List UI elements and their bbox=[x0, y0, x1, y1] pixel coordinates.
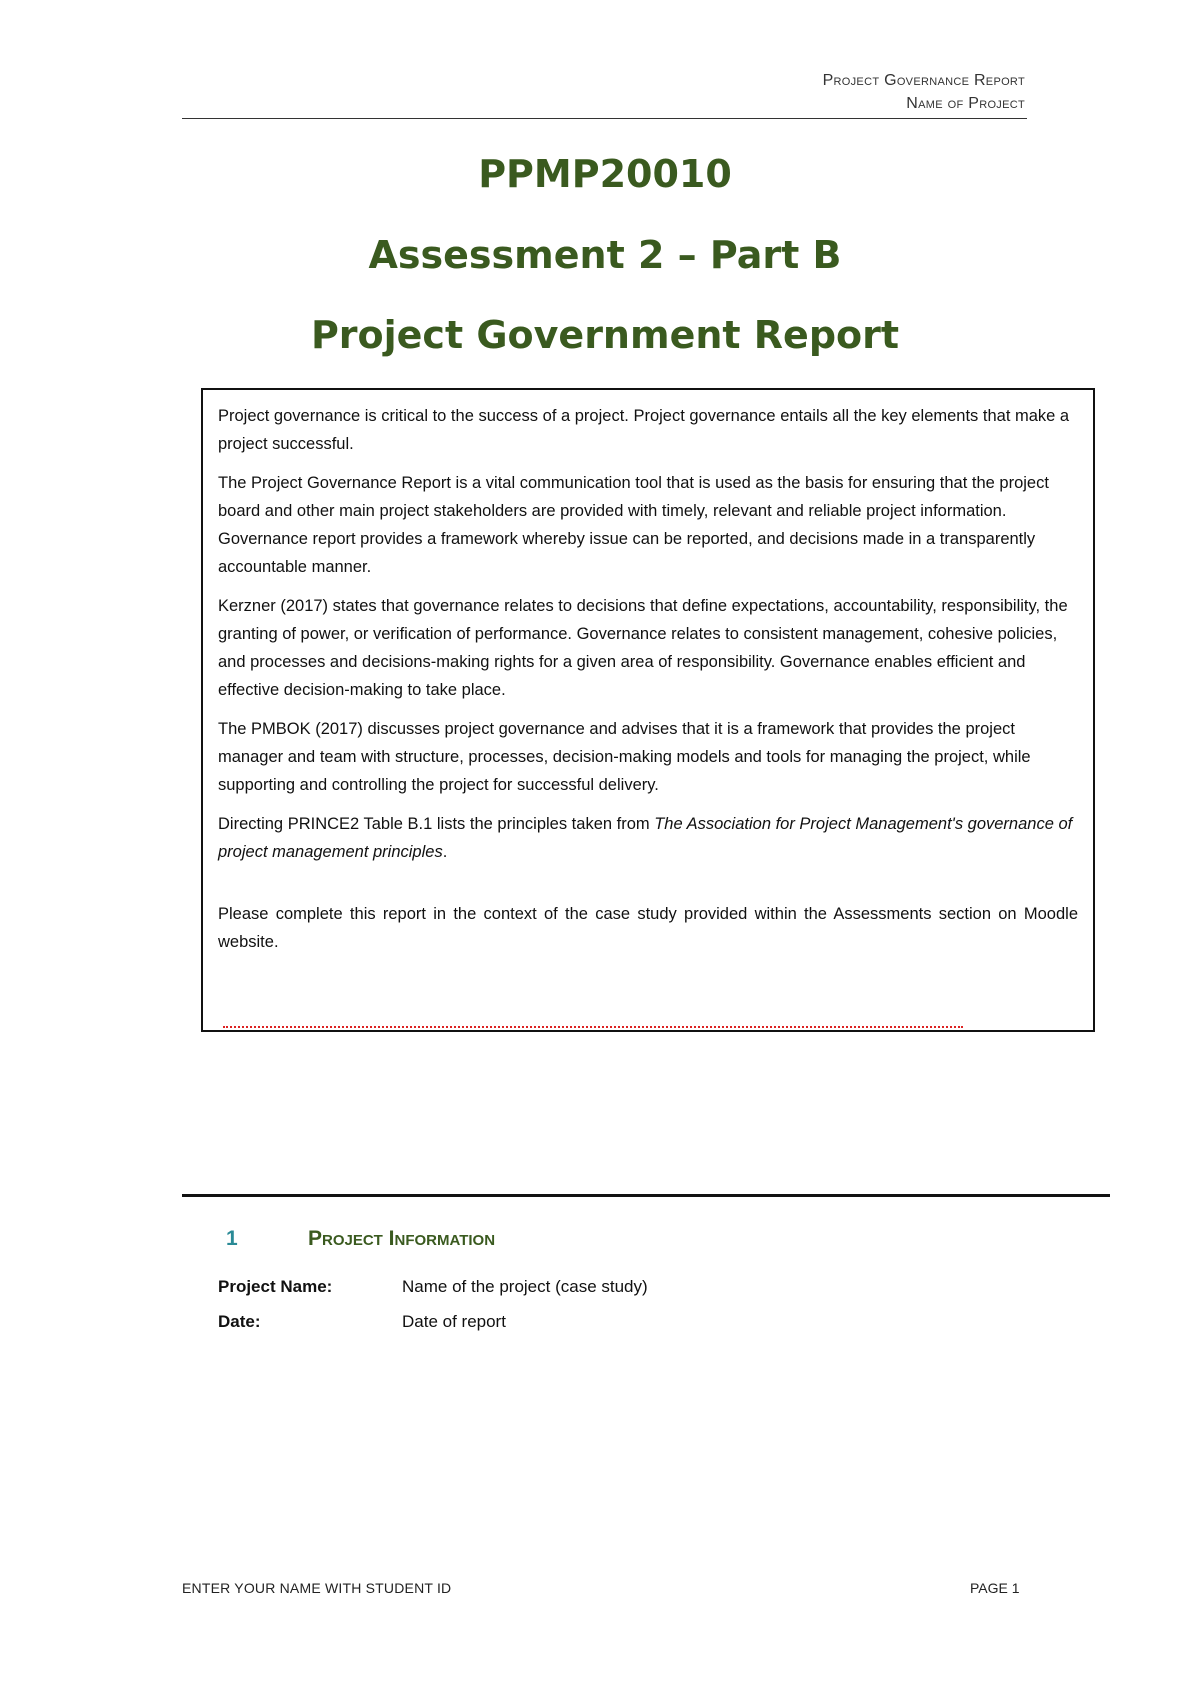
footer-student-id: ENTER YOUR NAME WITH STUDENT ID bbox=[182, 1580, 452, 1596]
section-number: 1 bbox=[226, 1227, 238, 1250]
clipped-red-text-line bbox=[223, 1023, 963, 1028]
instructions-box bbox=[201, 388, 1095, 1032]
project-name-label: Project Name: bbox=[218, 1277, 333, 1296]
intro-paragraph-4: The PMBOK (2017) discusses project governance and advises that it is a framework that provides the project manager and team with structure, processes, decision-making models and tools for managing the project, while supporting and controlling the project for successful delivery. bbox=[218, 720, 1031, 794]
header-project-name: Name of Project bbox=[906, 95, 1025, 112]
section-title: Project Information bbox=[308, 1227, 496, 1250]
footer-page-number: PAGE 1 bbox=[970, 1580, 1020, 1596]
intro-paragraph-6: Please complete this report in the context of the case study provided within the Assessments section on Moodle website. bbox=[218, 905, 1078, 951]
date-value[interactable]: Date of report bbox=[402, 1312, 506, 1331]
assessment-title: Assessment 2 – Part B bbox=[368, 233, 842, 277]
project-name-row bbox=[218, 1277, 648, 1297]
date-label: Date: bbox=[218, 1312, 261, 1331]
course-code-title: PPMP20010 bbox=[478, 152, 732, 196]
date-row bbox=[218, 1312, 506, 1332]
section-divider bbox=[182, 1194, 1110, 1197]
page-header bbox=[182, 70, 1027, 119]
intro-paragraph-1: Project governance is critical to the success of a project. Project governance entails all the key elements that make a project successful. bbox=[218, 407, 1070, 453]
intro-paragraph-3: Kerzner (2017) states that governance relates to decisions that define expectations, accountability, responsibility, the granting of power, or verification of performance. Governance relates to consistent management, cohesive policies, and processes and decisions-making rights for a given area of responsibility. Governance enables efficient and effective decision-making to take place. bbox=[218, 597, 1068, 699]
header-report-title: Project Governance Report bbox=[822, 72, 1025, 89]
section-1-heading bbox=[226, 1227, 495, 1251]
intro-paragraph-5-suffix: . bbox=[442, 843, 448, 861]
intro-paragraph-5 bbox=[218, 810, 1078, 866]
report-title: Project Government Report bbox=[310, 313, 900, 357]
intro-paragraph-2: The Project Governance Report is a vital communication tool that is used as the basis for ensuring that the project board and other main project stakeholders are provided with timely, relevant and reliable project information. Governance report provides a framework whereby issue can be reported, and decisions made in a transparently accountable manner. bbox=[218, 474, 1049, 576]
project-name-value[interactable]: Name of the project (case study) bbox=[402, 1277, 648, 1296]
intro-paragraph-5-prefix: Directing PRINCE2 Table B.1 lists the principles taken from bbox=[218, 815, 655, 833]
intro-paragraph-5-italic: The Association for Project Management's governance of project management principles bbox=[218, 815, 1073, 861]
